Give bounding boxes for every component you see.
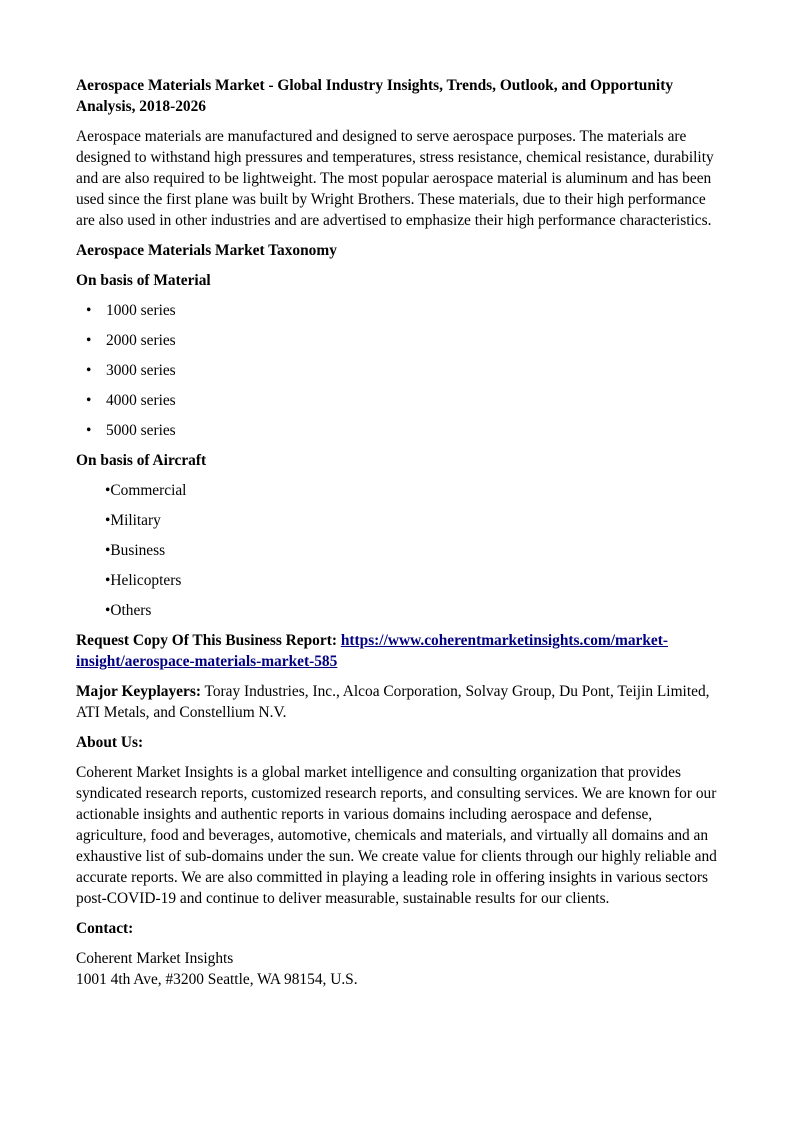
aircraft-list bbox=[76, 480, 726, 621]
list-item: •Others bbox=[105, 602, 152, 619]
bullet-icon: • bbox=[86, 332, 92, 349]
list-item bbox=[76, 330, 726, 351]
contact-block bbox=[76, 948, 726, 990]
list-item: •Military bbox=[105, 512, 161, 529]
about-heading: About Us: bbox=[76, 734, 144, 751]
about-paragraph: Coherent Market Insights is a global market intelligence and consulting organization that provides syndicated research reports, customized research reports, and consulting services. We are known for our actionable insights and authentic reports in various domains including aerospace and defense, agriculture, food and beverages, automotive, chemicals and materials, and virtually all domains and an exhaustive list of sub-domains under the sun. We create value for clients through our highly reliable and accurate reports. We are also committed in playing a leading role in offering insights in various sectors post-COVID-19 and continue to deliver measurable, sustainable results for our clients. bbox=[76, 764, 717, 907]
material-item-label: 3000 series bbox=[106, 362, 176, 379]
intro-paragraph: Aerospace materials are manufactured and designed to serve aerospace purposes. The materials are designed to withstand high pressures and temperatures, stress resistance, chemical resistance, durability and are also required to be lightweight. The most popular aerospace material is aluminum and has been used since the first plane was built by Wright Brothers. These materials, due to their high performance are also used in other industries and are advertised to emphasize their high performance characteristics. bbox=[76, 128, 714, 229]
bullet-icon: • bbox=[86, 392, 92, 409]
aircraft-heading: On basis of Aircraft bbox=[76, 452, 207, 469]
bullet-icon: • bbox=[86, 302, 92, 319]
list-item bbox=[76, 390, 726, 411]
keyplayers-text: Toray Industries, Inc., Alcoa Corporation, Solvay Group, Du Pont, Teijin Limited, ATI Metals, and Constellium N.V. bbox=[76, 683, 710, 721]
keyplayers-paragraph bbox=[76, 681, 726, 723]
material-item-label: 1000 series bbox=[106, 302, 176, 319]
list-item: •Business bbox=[105, 542, 166, 559]
report-link[interactable]: https://www.coherentmarketinsights.com/market-insight/aerospace-materials-market-585 bbox=[76, 632, 668, 670]
keyplayers-label: Major Keyplayers: bbox=[76, 683, 201, 700]
bullet-icon: • bbox=[86, 362, 92, 379]
taxonomy-heading: Aerospace Materials Market Taxonomy bbox=[76, 242, 337, 259]
document-page bbox=[76, 75, 726, 990]
request-paragraph bbox=[76, 630, 726, 672]
document-title: Aerospace Materials Market - Global Industry Insights, Trends, Outlook, and Opportunity Analysis, 2018-2026 bbox=[76, 77, 674, 115]
list-item: •Commercial bbox=[105, 482, 187, 499]
contact-address: 1001 4th Ave, #3200 Seattle, WA 98154, U.S. bbox=[76, 971, 358, 988]
list-item bbox=[76, 300, 726, 321]
list-item: •Helicopters bbox=[105, 572, 182, 589]
material-heading: On basis of Material bbox=[76, 272, 211, 289]
material-item-label: 2000 series bbox=[106, 332, 176, 349]
bullet-icon: • bbox=[86, 422, 92, 439]
material-item-label: 4000 series bbox=[106, 392, 176, 409]
material-item-label: 5000 series bbox=[106, 422, 176, 439]
list-item bbox=[76, 360, 726, 381]
list-item bbox=[76, 420, 726, 441]
contact-heading: Contact: bbox=[76, 920, 134, 937]
request-label: Request Copy Of This Business Report: bbox=[76, 632, 337, 649]
material-list bbox=[76, 300, 726, 441]
contact-name: Coherent Market Insights bbox=[76, 950, 234, 967]
